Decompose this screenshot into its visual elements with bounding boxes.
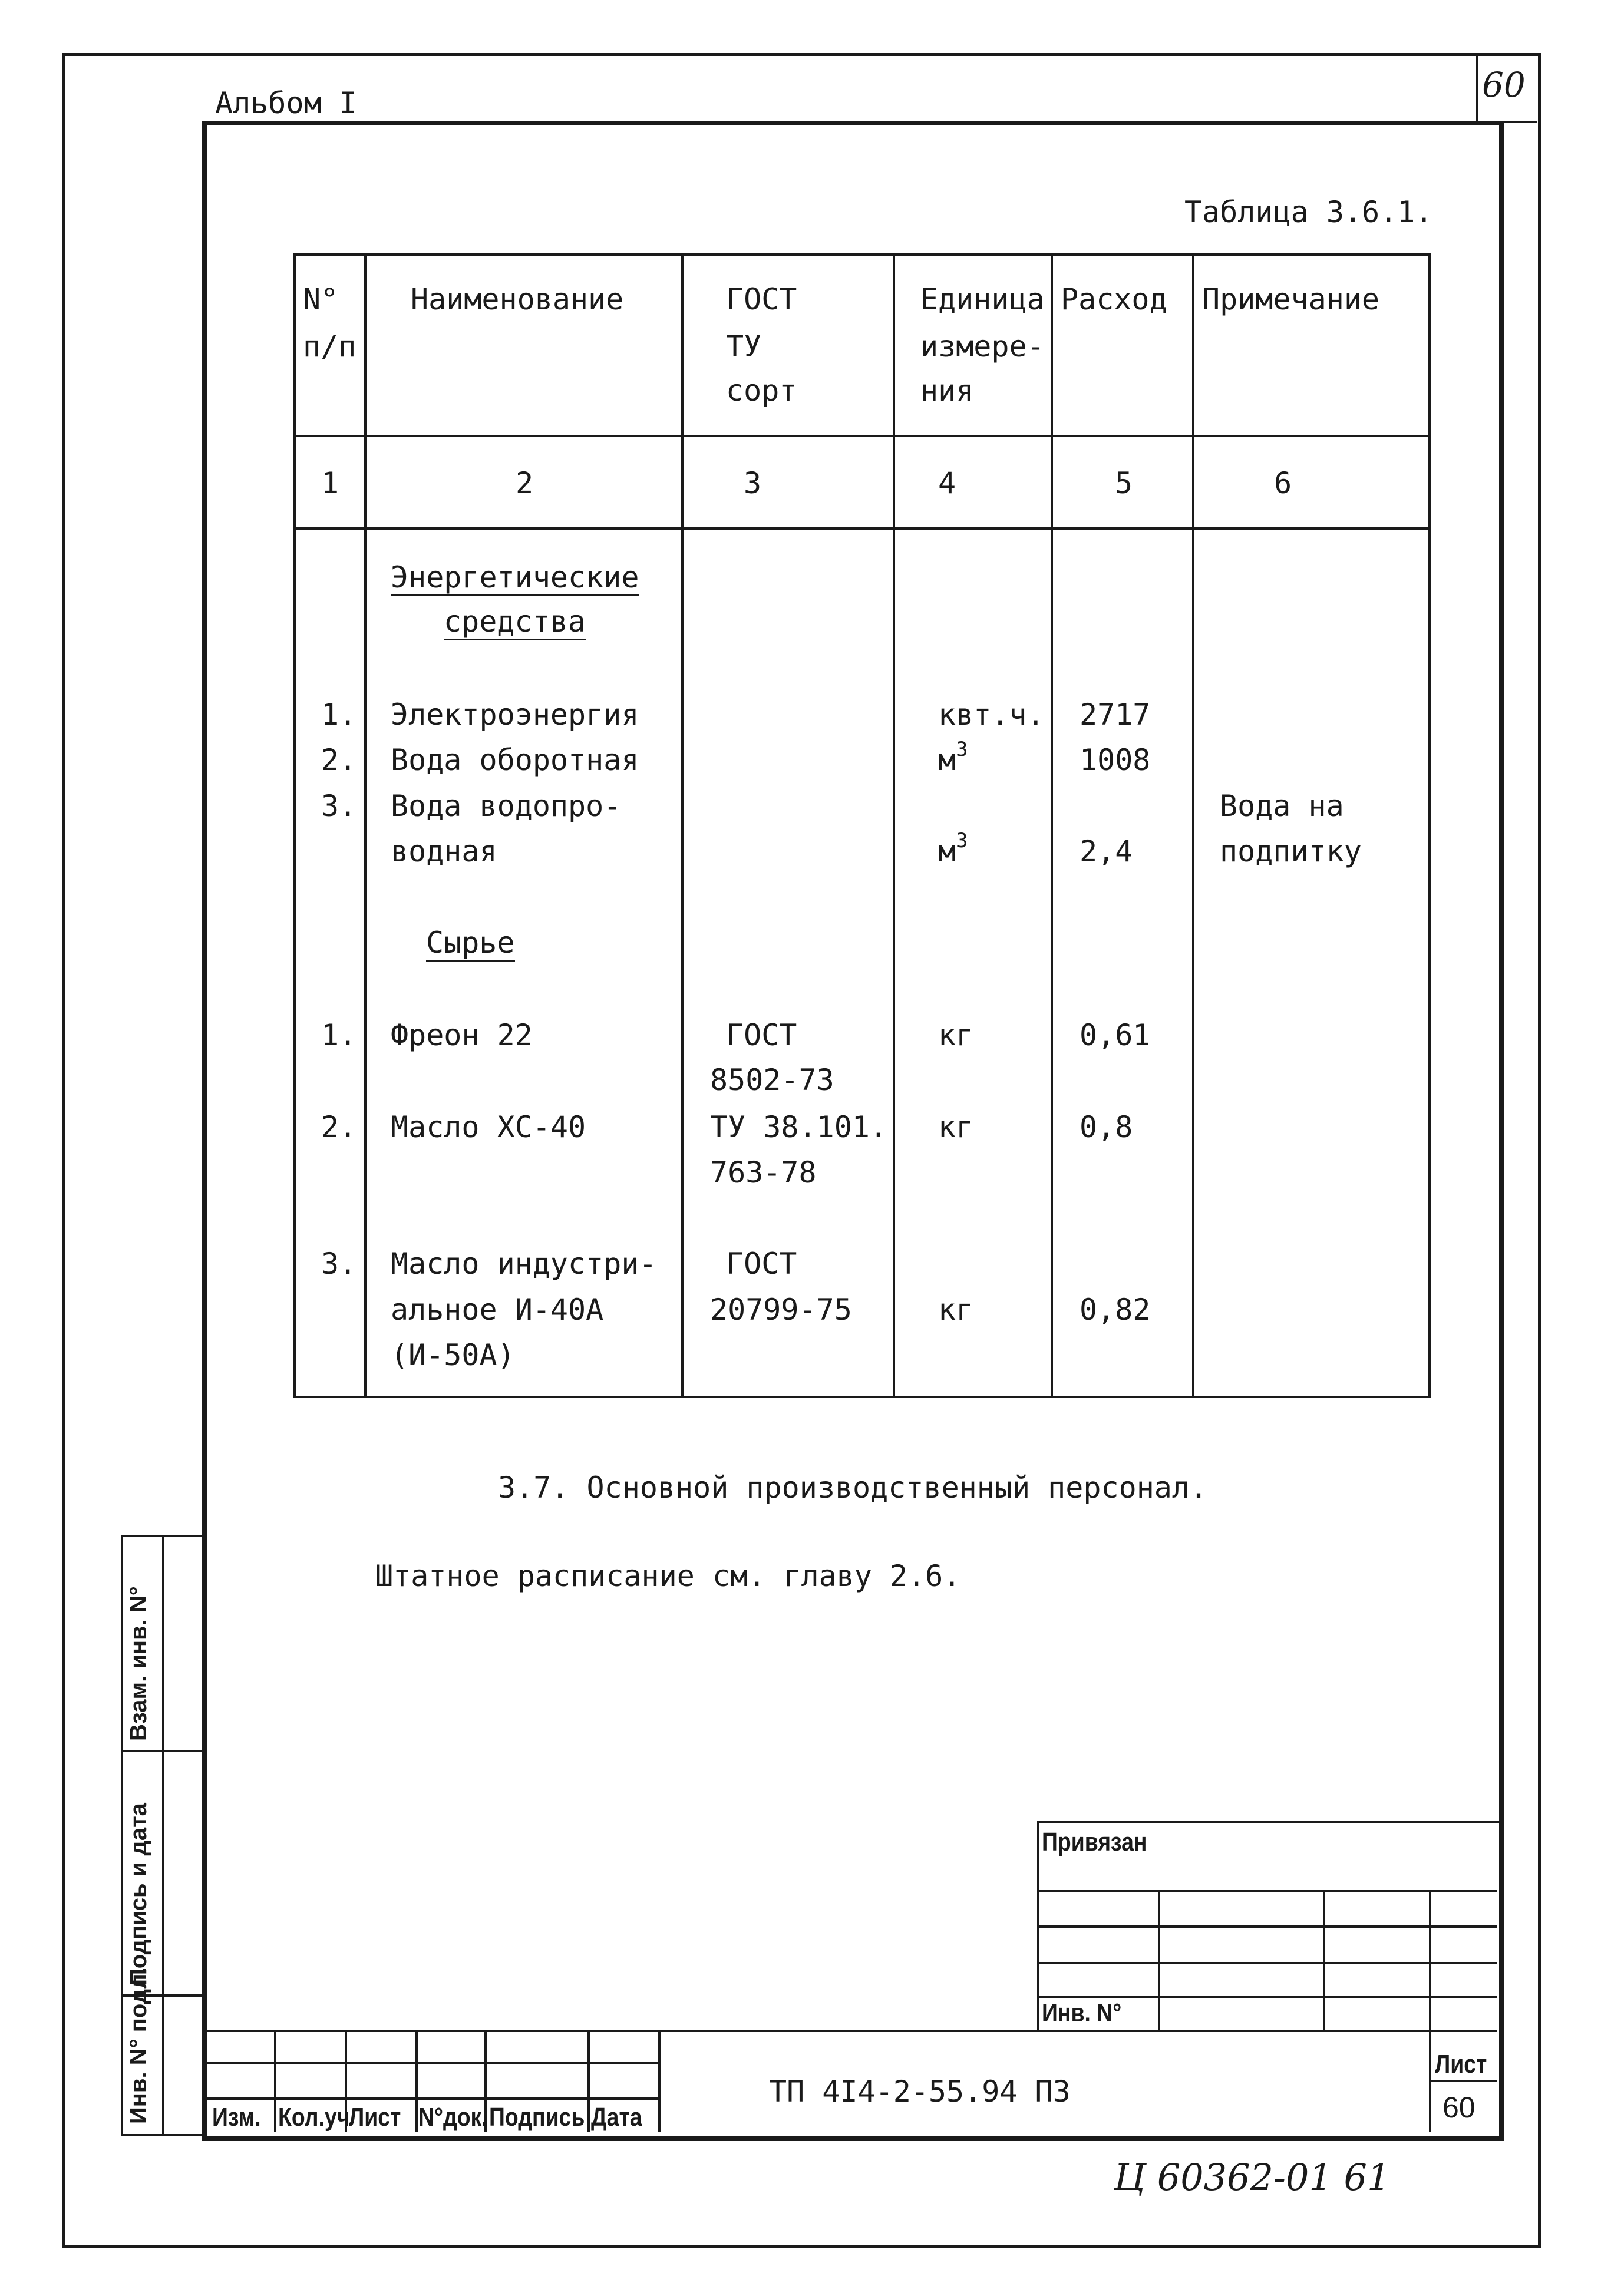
- side-label-signature: Подпись и дата: [126, 1803, 151, 1986]
- stamp-col-label: Изм.: [212, 2103, 261, 2132]
- attached-rule: [1037, 1925, 1497, 1928]
- row-value: 1008: [1080, 743, 1151, 777]
- side-label-replace: Взам. инв. N°: [126, 1586, 151, 1741]
- stamp-col-label: Лист: [349, 2103, 401, 2132]
- unit-text: м: [938, 834, 956, 868]
- row-unit: кг: [938, 1018, 974, 1052]
- stamp-col-label: Подпись: [489, 2103, 585, 2132]
- unit-sup: 3: [956, 829, 968, 853]
- stamp-col: [587, 2030, 590, 2132]
- row-unit: [938, 738, 968, 777]
- col-line: [893, 253, 895, 1396]
- row-value: 2,4: [1080, 834, 1133, 868]
- inv-label: Инв. N°: [1042, 1998, 1122, 2027]
- col-number: 3: [744, 466, 762, 500]
- col-number: 2: [516, 466, 534, 500]
- row-num: 2.: [321, 1110, 357, 1144]
- row-value: 0,82: [1080, 1293, 1151, 1327]
- row-num: 3.: [321, 1247, 357, 1281]
- corner-page-number: 60: [1482, 65, 1526, 105]
- side-strip-divider: [121, 1750, 202, 1752]
- row-value: 2717: [1080, 698, 1151, 732]
- attached-rule: [1037, 1962, 1497, 1964]
- attached-col: [1429, 1890, 1431, 2031]
- section-energy-title: Энергетические: [391, 563, 639, 596]
- row-unit: кг: [938, 1293, 974, 1327]
- col-number: 1: [321, 466, 339, 500]
- header-rule: [293, 435, 1428, 437]
- row-gost: 8502-73: [710, 1063, 834, 1097]
- sheet-label: Лист: [1435, 2050, 1487, 2079]
- attached-label: Привязан: [1042, 1828, 1147, 1856]
- resource-table: [293, 253, 1431, 1398]
- stamp-col: [658, 2030, 661, 2132]
- row-name: Фреон 22: [391, 1018, 533, 1052]
- attached-col: [1323, 1890, 1325, 2031]
- col-line: [1192, 253, 1194, 1396]
- row-gost: ГОСТ: [726, 1247, 797, 1281]
- row-value: 0,8: [1080, 1110, 1133, 1144]
- header-unit-3: ния: [920, 374, 974, 408]
- body-text: Штатное расписание см. главу 2.6.: [375, 1559, 961, 1593]
- col-line: [364, 253, 367, 1396]
- row-num: 2.: [321, 743, 357, 777]
- section-energy-title: средства: [444, 607, 586, 640]
- col-line: [681, 253, 684, 1396]
- sheet-number: 60: [1442, 2091, 1475, 2124]
- header-num-2: п/п: [303, 329, 356, 364]
- row-unit: [938, 829, 968, 868]
- stamp-col: [274, 2030, 276, 2132]
- col-number: 4: [938, 466, 956, 500]
- stamp-col-label: Дата: [591, 2103, 642, 2132]
- album-label: Альбом I: [215, 86, 357, 120]
- row-name: водная: [391, 834, 497, 868]
- header-note: Примечание: [1202, 282, 1380, 316]
- header-consumption: Расход: [1061, 282, 1167, 316]
- numbers-rule: [293, 527, 1428, 530]
- handwritten-archive-number: Ц 60362-01 61: [1114, 2156, 1391, 2199]
- header-gost-3: сорт: [726, 374, 797, 408]
- row-note: Вода на: [1220, 789, 1344, 823]
- unit-sup: 3: [956, 738, 968, 761]
- row-value: 0,61: [1080, 1018, 1151, 1052]
- row-unit: квт.ч.: [938, 698, 1045, 732]
- stamp-col: [415, 2030, 418, 2132]
- section-heading: 3.7. Основной производственный персонал.: [498, 1471, 1208, 1505]
- header-unit-1: Единица: [920, 282, 1045, 316]
- attached-rule: [1037, 1890, 1497, 1892]
- header-gost-1: ГОСТ: [726, 282, 797, 316]
- stamp-rule: [1429, 2080, 1497, 2082]
- row-num: 3.: [321, 789, 357, 823]
- side-label-inv: Инв. N° подл.: [126, 1967, 151, 2124]
- section-raw-title: Сырье: [426, 928, 515, 962]
- col-number: 6: [1274, 466, 1292, 500]
- side-strip-divider: [162, 1535, 164, 2134]
- row-gost: 20799-75: [710, 1293, 852, 1327]
- col-number: 5: [1115, 466, 1133, 500]
- table-caption: Таблица 3.6.1.: [1184, 195, 1433, 229]
- stamp-top-rule: [207, 2030, 1497, 2032]
- row-name: Электроэнергия: [391, 698, 639, 732]
- row-gost: 763-78: [710, 1155, 817, 1190]
- row-name: Вода водопро-: [391, 789, 622, 823]
- unit-text: м: [938, 743, 956, 777]
- col-line: [1051, 253, 1053, 1396]
- row-name: Масло индустри-: [391, 1247, 657, 1281]
- header-num-1: N°: [303, 282, 339, 316]
- document-code: ТП 4I4-2-55.94 ПЗ: [769, 2074, 1071, 2109]
- row-gost: ГОСТ: [726, 1018, 797, 1052]
- row-num: 1.: [321, 1018, 357, 1052]
- header-name: Наименование: [411, 282, 624, 316]
- header-unit-2: измере-: [920, 329, 1045, 364]
- stamp-col-label: Кол.уч: [278, 2103, 350, 2132]
- row-name: Масло ХС-40: [391, 1110, 586, 1144]
- row-num: 1.: [321, 698, 357, 732]
- row-name: альное И-40А: [391, 1293, 604, 1327]
- row-note: подпитку: [1220, 834, 1362, 868]
- stamp-col-label: N°док.: [418, 2103, 488, 2132]
- header-gost-2: ТУ: [726, 329, 762, 364]
- row-name: (И-50А): [391, 1338, 515, 1372]
- attached-col: [1158, 1890, 1160, 2031]
- row-unit: кг: [938, 1110, 974, 1144]
- row-name: Вода оборотная: [391, 743, 639, 777]
- row-gost: ТУ 38.101.: [710, 1110, 888, 1144]
